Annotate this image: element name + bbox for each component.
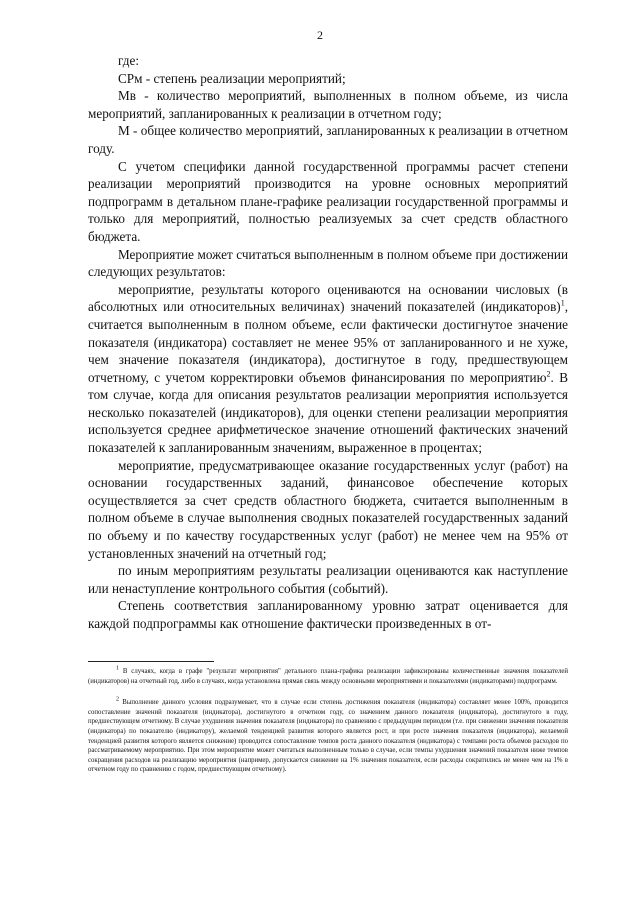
footnote-1 (88, 667, 568, 686)
footnote-1-text: В случаях, когда в графе "результат мероприятия" детального плана-графика реализации зафиксированы количественные значения показателей (индикаторов) на отчетный год, либо в случаях, когда установлена прямая связь между основными мероприятиями и показателями (индикаторами) подпрограмм. (88, 668, 568, 685)
definition-mv: Мв - количество мероприятий, выполненных в полном объеме, из числа мероприятий, запланированных к реализации в отчетном году; (88, 88, 568, 121)
paragraph-specifics: С учетом специфики данной государственной программы расчет степени реализации мероприятий производится на уровне основных мероприятий подпрограмм в детальном плане-графике реализации государственной программы и только для мероприятий, полностью реализуемых за счет средств областного бюджета. (88, 158, 568, 244)
list-item-state-services: мероприятие, предусматривающее оказание государственных услуг (работ) на основании государственных заданий, финансовое обеспечение которых осуществляется за счет средств областного бюджета, считается выполненным в полном объеме в случае выполнения сводных показателей государственных заданий по объему и по качеству государственных услуг (работ) не менее чем на 95% от установленных значений на отчетный год; (88, 457, 568, 561)
footnote-2-text: Выполнение данного условия подразумевает, что в случае если степень достижения показателя (индикатора) составляет менее 100%, проводится сопоставление значений показателя (индикатора), достигнутого в отчетном году, со значением данного показателя (индикатора), достигнутого в году, предшествующем отчетному. В случае ухудшения значения показателя (индикатора) по сравнению с предыдущим периодом (т.е. при снижении значения показателя (индикатора) по показателю (индикатору), желаемой тенденцией развития которого является рост, и при росте значения показателя (индикатора), желаемой тенденцией развития которого является снижение) проводится сопоставление темпов роста данного показателя (индикатора) с темпами роста объемов расходов по рассматриваемому мероприятию. При этом мероприятие может считаться выполненным только в случае, если темпы ухудшения значений показателя ниже темпов сокращения расходов на реализацию мероприятия (например, допускается снижение на 1% значения показателя, если расходы сократились не менее чем на 1% в отчетном году по сравнению с годом, предшествующим отчетному). (88, 699, 568, 774)
footnote-2-mark: 2 (116, 696, 119, 703)
paragraph-full-volume: Мероприятие может считаться выполненным в полном объеме при достижении следующих результатов: (88, 246, 568, 280)
footnotes (88, 667, 568, 775)
footnote-separator (88, 661, 214, 662)
footnote-2 (88, 698, 568, 775)
item1-text-part2: , считается выполненным в полном объеме, если фактически достигнутое значение показателя (индикатора) составляет не менее 95% от запланированного и не хуже, чем значение показателя (индикатора), достигнутое в году, предшествующем отчетному, с учетом корректировки объемов финансирования по мероприятию (88, 299, 568, 385)
footnote-ref-1: 1 (560, 298, 565, 308)
item1-text-part1: мероприятие, результаты которого оцениваются на основании числовых (в абсолютных или относительных величинах) значений показателей (индикаторов) (88, 281, 568, 315)
item1-text-part3: . В том случае, когда для описания результатов реализации мероприятия используется несколько показателей (индикаторов), для оценки степени реализации мероприятия используется среднее арифметическое значение отношений фактических значений показателей к запланированным значениям, выраженное в процентах; (88, 369, 569, 456)
list-item-control-events: по иным мероприятиям результаты реализации оцениваются как наступление или ненаступление контрольного события (событий). (88, 563, 568, 596)
definition-srm: СРм - степень реализации мероприятий; (118, 70, 346, 86)
page-number: 2 (317, 28, 323, 42)
definition-m: М - общее количество мероприятий, запланированных к реализации в отчетном году. (88, 123, 568, 156)
where-label: где: (118, 53, 139, 68)
footnote-ref-2: 2 (546, 369, 551, 379)
main-text (88, 52, 568, 633)
list-item-numeric-indicators (88, 281, 568, 457)
footnote-1-mark: 1 (116, 665, 119, 672)
paragraph-costs: Степень соответствия запланированному уровню затрат оценивается для каждой подпрограммы как отношение фактически произведенных в от- (88, 598, 568, 631)
